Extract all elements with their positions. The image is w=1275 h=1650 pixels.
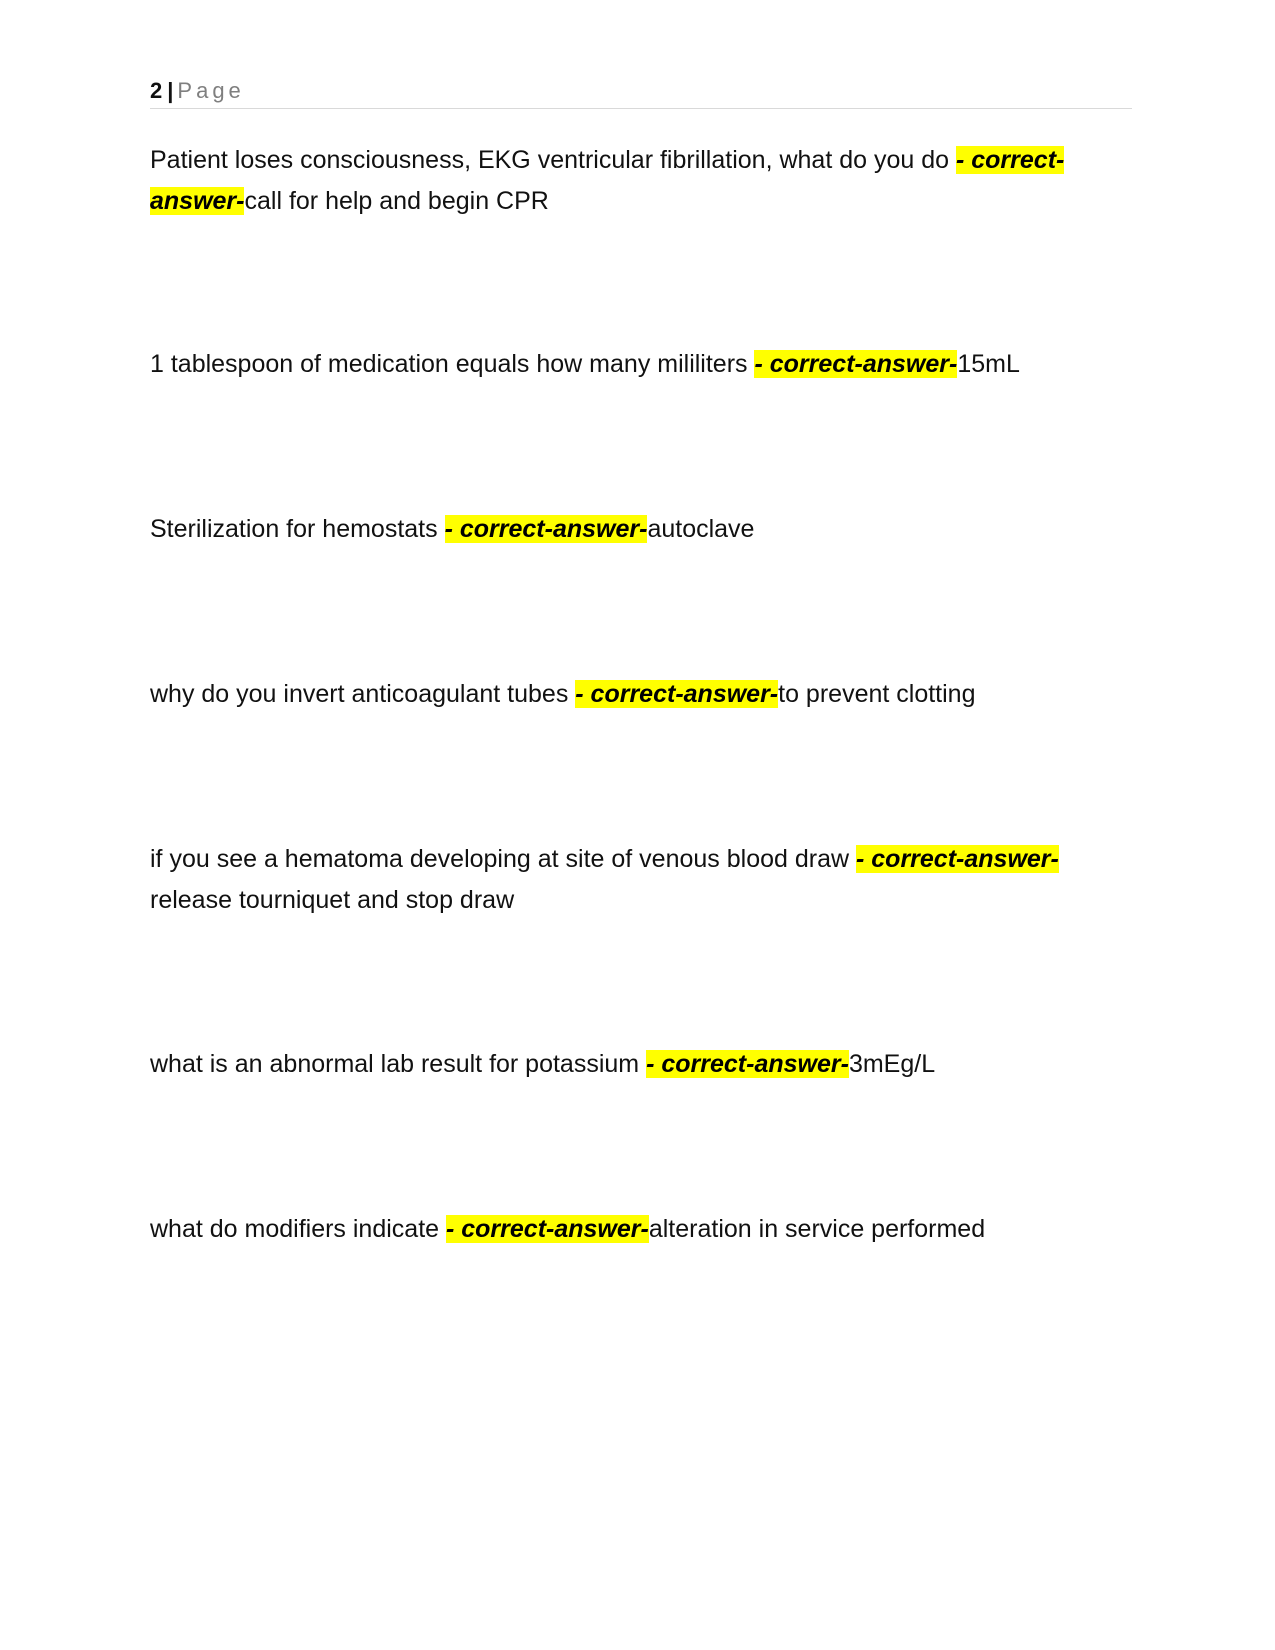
answer-text: autoclave [647,515,755,543]
page-number: 2 [150,78,163,103]
answer-marker: - correct-answer- [646,1050,849,1078]
question-text: why do you invert anticoagulant tubes [150,680,576,708]
answer-text: call for help and begin CPR [244,187,549,215]
answer-marker: - correct-answer- [575,680,779,708]
page-label: Page [177,78,245,103]
answer-marker: - correct-answer- [856,845,1059,873]
question-text: if you see a hematoma developing at site of venous blood draw [150,845,856,873]
qa-item [150,1209,1110,1250]
question-text: 1 tablespoon of medication equals how many mililiters [150,350,755,378]
answer-marker: - correct-answer- [445,1215,649,1243]
question-text: what is an abnormal lab result for potassium [150,1050,647,1078]
answer-text: release tourniquet and stop draw [150,886,515,914]
qa-item [150,1044,1110,1085]
answer-marker: - correct-answer- [150,146,1065,215]
answer-text: 3mEg/L [848,1050,936,1078]
qa-item [150,674,1110,715]
answer-text: alteration in service performed [648,1215,986,1243]
qa-item [150,140,1110,222]
answer-text: 15mL [957,350,1020,378]
answer-marker: - correct-answer- [444,515,648,543]
question-text: what do modifiers indicate [150,1215,446,1243]
page-separator: | [167,78,174,103]
qa-item [150,509,1110,550]
qa-item [150,344,1110,385]
question-text: Patient loses consciousness, EKG ventricular fibrillation, what do you do [150,146,956,174]
answer-text: to prevent clotting [778,680,976,708]
question-text: Sterilization for hemostats [150,515,445,543]
answer-marker: - correct-answer- [754,350,958,378]
qa-item [150,839,1110,921]
page-header [150,78,1132,109]
